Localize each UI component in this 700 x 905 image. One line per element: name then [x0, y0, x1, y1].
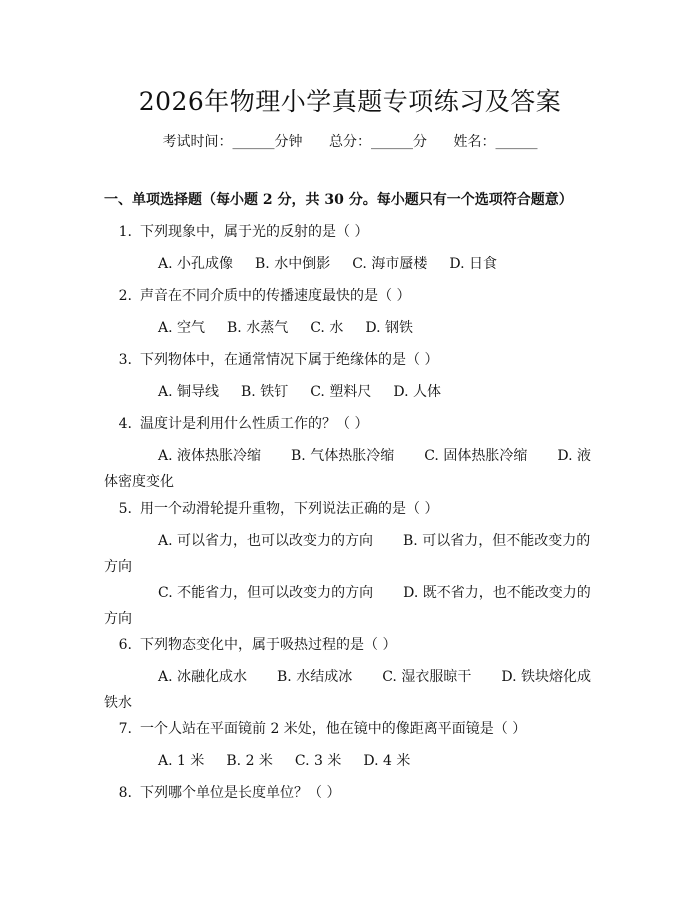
question-text: 下列物态变化中，属于吸热过程的是（ ） — [140, 637, 397, 653]
question-text: 下列现象中，属于光的反射的是（ ） — [140, 224, 369, 240]
option-a: A. 可以省力，也可以改变力的方向 — [158, 533, 374, 549]
exam-time: 考试时间：______分钟 — [162, 134, 303, 150]
option-b: B. 2 米 — [226, 753, 273, 769]
student-name: 姓名：______ — [453, 134, 538, 150]
question-text: 温度计是利用什么性质工作的？（ ） — [140, 416, 369, 432]
option-a: A. 小孔成像 — [158, 256, 234, 272]
option-c: C. 固体热胀冷缩 — [424, 448, 528, 464]
option-d: D. 液体密度变化 — [104, 448, 591, 490]
option-c: C. 水 — [310, 320, 344, 336]
question-number: 5. — [118, 501, 132, 517]
option-b: B. 铁钉 — [241, 384, 289, 400]
section-heading: 一、单项选择题（每小题 2 分，共 30 分。每小题只有一个选项符合题意） — [104, 192, 573, 208]
options-5b — [104, 580, 600, 632]
question-text: 声音在不同介质中的传播速度最快的是（ ） — [140, 288, 411, 304]
question-3 — [104, 347, 600, 373]
question-text: 下列物体中，在通常情况下属于绝缘体的是（ ） — [140, 352, 439, 368]
option-d: D. 钢铁 — [365, 320, 413, 336]
question-number: 2. — [118, 288, 132, 304]
exam-score: 总分：______分 — [329, 134, 427, 150]
exam-meta — [0, 131, 700, 151]
option-c: C. 海市蜃楼 — [352, 256, 428, 272]
option-b: B. 水结成冰 — [277, 669, 353, 685]
option-d: D. 4 米 — [363, 753, 411, 769]
option-d: D. 既不省力，也不能改变力的方向 — [104, 585, 591, 627]
question-4 — [104, 411, 600, 437]
options-3 — [104, 379, 600, 405]
options-4 — [104, 443, 600, 495]
option-a: A. 空气 — [158, 320, 206, 336]
question-6 — [104, 632, 600, 658]
options-7 — [104, 748, 600, 774]
question-2 — [104, 283, 600, 309]
question-number: 3. — [118, 352, 132, 368]
option-a: A. 液体热胀冷缩 — [158, 448, 262, 464]
options-2 — [104, 315, 600, 341]
option-b: B. 水蒸气 — [227, 320, 289, 336]
option-b: B. 气体热胀冷缩 — [291, 448, 395, 464]
question-1 — [104, 219, 600, 245]
question-text: 用一个动滑轮提升重物，下列说法正确的是（ ） — [140, 501, 439, 517]
question-number: 4. — [118, 416, 132, 432]
option-a: A. 铜导线 — [158, 384, 220, 400]
options-5a — [104, 528, 600, 580]
options-6 — [104, 664, 600, 716]
option-c: C. 不能省力，但可以改变力的方向 — [158, 585, 374, 601]
option-a: A. 1 米 — [158, 753, 205, 769]
option-a: A. 冰融化成水 — [158, 669, 248, 685]
options-1 — [104, 251, 600, 277]
question-number: 7. — [118, 721, 132, 737]
option-b: B. 水中倒影 — [255, 256, 331, 272]
question-number: 8. — [118, 785, 132, 801]
page-title: 2026年物理小学真题专项练习及答案 — [138, 87, 562, 116]
option-b: B. 可以省力，但不能改变力的方向 — [104, 533, 591, 575]
question-text: 下列哪个单位是长度单位？（ ） — [140, 785, 341, 801]
question-5 — [104, 496, 600, 522]
question-number: 6. — [118, 637, 132, 653]
question-7 — [104, 716, 600, 742]
option-c: C. 3 米 — [294, 753, 342, 769]
question-number: 1. — [118, 224, 132, 240]
option-d: D. 铁块熔化成铁水 — [104, 669, 591, 711]
option-d: D. 日食 — [449, 256, 497, 272]
question-text: 一个人站在平面镜前 2 米处，他在镜中的像距离平面镜是（ ） — [140, 721, 527, 737]
option-c: C. 湿衣服晾干 — [382, 669, 472, 685]
option-d: D. 人体 — [393, 384, 441, 400]
question-8 — [104, 780, 600, 806]
option-c: C. 塑料尺 — [310, 384, 372, 400]
